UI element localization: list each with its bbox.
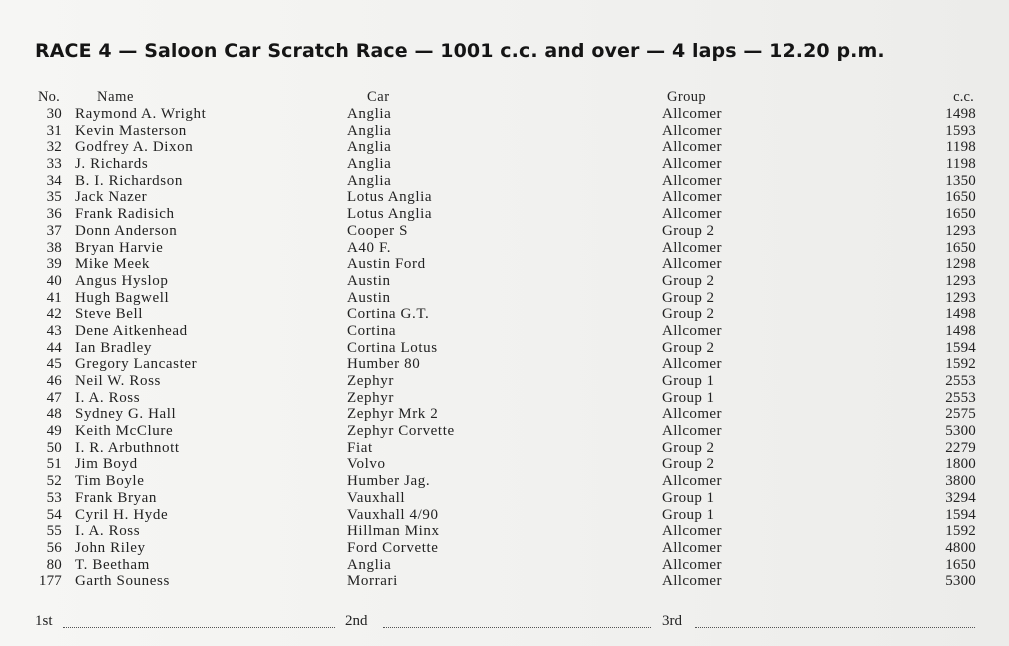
entry-number: 50	[46, 439, 62, 456]
car-group: Allcomer	[662, 523, 722, 540]
engine-cc: 1293	[945, 272, 976, 289]
driver-name: Steve Bell	[75, 306, 144, 323]
entry-number: 55	[46, 523, 62, 540]
engine-cc: 3800	[945, 473, 976, 490]
entry-row	[0, 156, 1009, 173]
engine-cc: 1293	[945, 289, 976, 306]
entry-number: 47	[46, 389, 62, 406]
driver-name: Angus Hyslop	[75, 272, 169, 289]
entry-number: 35	[46, 189, 62, 206]
entry-row	[0, 323, 1009, 340]
car-model: Cortina	[347, 322, 397, 339]
entry-number: 34	[46, 172, 62, 189]
car-group: Group 2	[662, 456, 715, 473]
car-group: Allcomer	[662, 239, 722, 256]
entry-row	[0, 507, 1009, 524]
car-model: Vauxhall	[347, 489, 406, 506]
car-model: Anglia	[347, 106, 392, 122]
engine-cc: 1592	[945, 356, 976, 373]
engine-cc: 1650	[945, 239, 976, 256]
entry-row	[0, 173, 1009, 190]
second-place-blank	[383, 627, 651, 628]
car-group: Allcomer	[662, 139, 722, 156]
entry-number: 49	[46, 423, 62, 440]
car-group: Allcomer	[662, 156, 722, 173]
engine-cc: 4800	[945, 539, 976, 556]
driver-name: Dene Aitkenhead	[75, 322, 188, 339]
engine-cc: 1592	[945, 523, 976, 540]
entry-number: 39	[46, 256, 62, 273]
engine-cc: 5300	[945, 423, 976, 440]
entry-number: 38	[46, 239, 62, 256]
driver-name: Frank Bryan	[75, 489, 158, 506]
car-model: Cooper S	[347, 222, 409, 239]
driver-name: Godfrey A. Dixon	[75, 139, 194, 156]
entry-row	[0, 456, 1009, 473]
driver-name: Ian Bradley	[75, 339, 152, 356]
engine-cc: 2553	[945, 389, 976, 406]
driver-name: Keith McClure	[75, 423, 174, 440]
driver-name: Jack Nazer	[75, 189, 148, 206]
car-model: Hillman Minx	[347, 523, 440, 540]
driver-name: Tim Boyle	[75, 473, 145, 490]
engine-cc: 5300	[945, 573, 976, 590]
car-model: Cortina Lotus	[347, 339, 438, 356]
driver-name: I. A. Ross	[75, 523, 141, 540]
entry-number: 41	[46, 289, 62, 306]
car-group: Group 1	[662, 389, 715, 406]
car-model: Cortina G.T.	[347, 306, 430, 323]
entry-row	[0, 123, 1009, 140]
entry-row	[0, 290, 1009, 307]
car-model: Austin	[347, 289, 391, 306]
car-model: Anglia	[347, 139, 392, 156]
entry-row	[0, 106, 1009, 123]
column-headers	[0, 89, 1009, 106]
entry-number: 37	[46, 222, 62, 239]
header-cc: c.c.	[953, 89, 974, 105]
engine-cc: 2575	[945, 406, 976, 423]
car-group: Group 2	[662, 439, 715, 456]
car-model: Zephyr	[347, 373, 394, 389]
engine-cc: 1198	[945, 156, 976, 173]
entry-row	[0, 523, 1009, 540]
entry-row	[0, 206, 1009, 223]
car-model: Austin Ford	[347, 256, 426, 273]
car-model: Humber Jag.	[347, 473, 431, 490]
car-model: Humber 80	[347, 356, 421, 373]
engine-cc: 2553	[945, 373, 976, 389]
driver-name: Garth Souness	[75, 573, 170, 590]
engine-cc: 1594	[945, 506, 976, 523]
car-model: Zephyr Corvette	[347, 423, 455, 440]
driver-name: Mike Meek	[75, 256, 150, 273]
car-model: Volvo	[347, 456, 386, 473]
first-place-blank	[63, 627, 335, 628]
car-group: Allcomer	[662, 539, 722, 556]
header-group: Group	[667, 89, 707, 105]
entry-number: 42	[46, 306, 62, 323]
driver-name: Cyril H. Hyde	[75, 506, 169, 523]
car-group: Allcomer	[662, 356, 722, 373]
entry-row	[0, 356, 1009, 373]
car-group: Allcomer	[662, 106, 722, 122]
car-group: Allcomer	[662, 406, 722, 423]
entry-row	[0, 139, 1009, 156]
entry-row	[0, 189, 1009, 206]
engine-cc: 3294	[945, 489, 976, 506]
entry-number: 51	[46, 456, 62, 473]
header-no: No.	[38, 89, 60, 105]
driver-name: T. Beetham	[75, 556, 150, 573]
car-group: Group 2	[662, 222, 715, 239]
third-place-blank	[695, 627, 975, 628]
entry-row	[0, 557, 1009, 574]
car-group: Group 1	[662, 373, 715, 389]
entry-number: 31	[46, 122, 62, 139]
car-model: Vauxhall 4/90	[347, 506, 439, 523]
car-group: Group 2	[662, 289, 715, 306]
entry-number: 36	[46, 206, 62, 223]
entry-number: 48	[46, 406, 62, 423]
entry-row	[0, 573, 1009, 590]
engine-cc: 1350	[945, 172, 976, 189]
car-group: Group 1	[662, 489, 715, 506]
entry-number: 45	[46, 356, 62, 373]
entry-row	[0, 373, 1009, 390]
entry-row	[0, 240, 1009, 257]
entry-row	[0, 223, 1009, 240]
driver-name: Gregory Lancaster	[75, 356, 198, 373]
driver-name: J. Richards	[75, 156, 149, 173]
car-group: Allcomer	[662, 206, 722, 223]
entry-row	[0, 473, 1009, 490]
car-model: Zephyr Mrk 2	[347, 406, 439, 423]
car-model: Lotus Anglia	[347, 206, 433, 223]
car-model: Zephyr	[347, 389, 394, 406]
engine-cc: 1650	[945, 206, 976, 223]
driver-name: Raymond A. Wright	[75, 106, 207, 122]
driver-name: Kevin Masterson	[75, 122, 187, 139]
entry-list	[0, 89, 1009, 590]
car-group: Group 2	[662, 339, 715, 356]
car-model: Anglia	[347, 172, 392, 189]
entry-number: 53	[46, 489, 62, 506]
car-model: Anglia	[347, 122, 392, 139]
entry-row	[0, 440, 1009, 457]
engine-cc: 1498	[945, 322, 976, 339]
header-car: Car	[367, 89, 390, 105]
results-line	[0, 613, 1009, 633]
entry-number: 33	[46, 156, 62, 173]
entry-row	[0, 423, 1009, 440]
driver-name: I. R. Arbuthnott	[75, 439, 180, 456]
entry-number: 52	[46, 473, 62, 490]
entry-number: 46	[46, 373, 62, 389]
car-group: Group 2	[662, 272, 715, 289]
entry-row	[0, 390, 1009, 407]
driver-name: Neil W. Ross	[75, 373, 161, 389]
entry-number: 80	[46, 556, 62, 573]
car-group: Allcomer	[662, 423, 722, 440]
engine-cc: 1800	[945, 456, 976, 473]
entry-row	[0, 490, 1009, 507]
entry-number: 32	[46, 139, 62, 156]
entry-row	[0, 540, 1009, 557]
car-model: Ford Corvette	[347, 539, 439, 556]
first-place-label: 1st	[35, 613, 53, 629]
entry-number: 177	[38, 573, 62, 590]
car-model: Lotus Anglia	[347, 189, 433, 206]
entry-row	[0, 256, 1009, 273]
driver-name: I. A. Ross	[75, 389, 141, 406]
car-group: Allcomer	[662, 122, 722, 139]
driver-name: Frank Radisich	[75, 206, 175, 223]
car-group: Allcomer	[662, 189, 722, 206]
third-place-label: 3rd	[662, 613, 682, 629]
car-group: Allcomer	[662, 172, 722, 189]
driver-name: Bryan Harvie	[75, 239, 164, 256]
driver-name: Hugh Bagwell	[75, 289, 170, 306]
entry-number: 54	[46, 506, 62, 523]
car-model: Fiat	[347, 439, 373, 456]
entry-row	[0, 273, 1009, 290]
engine-cc: 1593	[945, 122, 976, 139]
car-model: Anglia	[347, 556, 392, 573]
entry-number: 44	[46, 339, 62, 356]
entry-number: 40	[46, 272, 62, 289]
car-model: A40 F.	[347, 239, 392, 256]
driver-name: Sydney G. Hall	[75, 406, 177, 423]
engine-cc: 1650	[945, 556, 976, 573]
car-model: Austin	[347, 272, 391, 289]
driver-name: John Riley	[75, 539, 146, 556]
entry-number: 30	[46, 106, 62, 122]
driver-name: Jim Boyd	[75, 456, 138, 473]
engine-cc: 2279	[945, 439, 976, 456]
engine-cc: 1498	[945, 306, 976, 323]
car-group: Group 2	[662, 306, 715, 323]
driver-name: Donn Anderson	[75, 222, 178, 239]
engine-cc: 1298	[945, 256, 976, 273]
car-group: Allcomer	[662, 556, 722, 573]
car-model: Morrari	[347, 573, 398, 590]
car-group: Allcomer	[662, 322, 722, 339]
car-group: Group 1	[662, 506, 715, 523]
entry-number: 56	[46, 539, 62, 556]
engine-cc: 1498	[945, 106, 976, 122]
race-title: RACE 4 — Saloon Car Scratch Race — 1001 c.c. and over — 4 laps — 12.20 p.m.	[35, 40, 885, 62]
engine-cc: 1293	[945, 222, 976, 239]
driver-name: B. I. Richardson	[75, 172, 183, 189]
entry-row	[0, 406, 1009, 423]
car-group: Allcomer	[662, 473, 722, 490]
entry-row	[0, 306, 1009, 323]
car-model: Anglia	[347, 156, 392, 173]
header-name: Name	[97, 89, 135, 105]
entry-row	[0, 340, 1009, 357]
second-place-label: 2nd	[345, 613, 368, 629]
car-group: Allcomer	[662, 256, 722, 273]
car-group: Allcomer	[662, 573, 722, 590]
engine-cc: 1594	[945, 339, 976, 356]
entry-rows	[0, 106, 1009, 590]
entry-number: 43	[46, 322, 62, 339]
engine-cc: 1650	[945, 189, 976, 206]
engine-cc: 1198	[945, 139, 976, 156]
